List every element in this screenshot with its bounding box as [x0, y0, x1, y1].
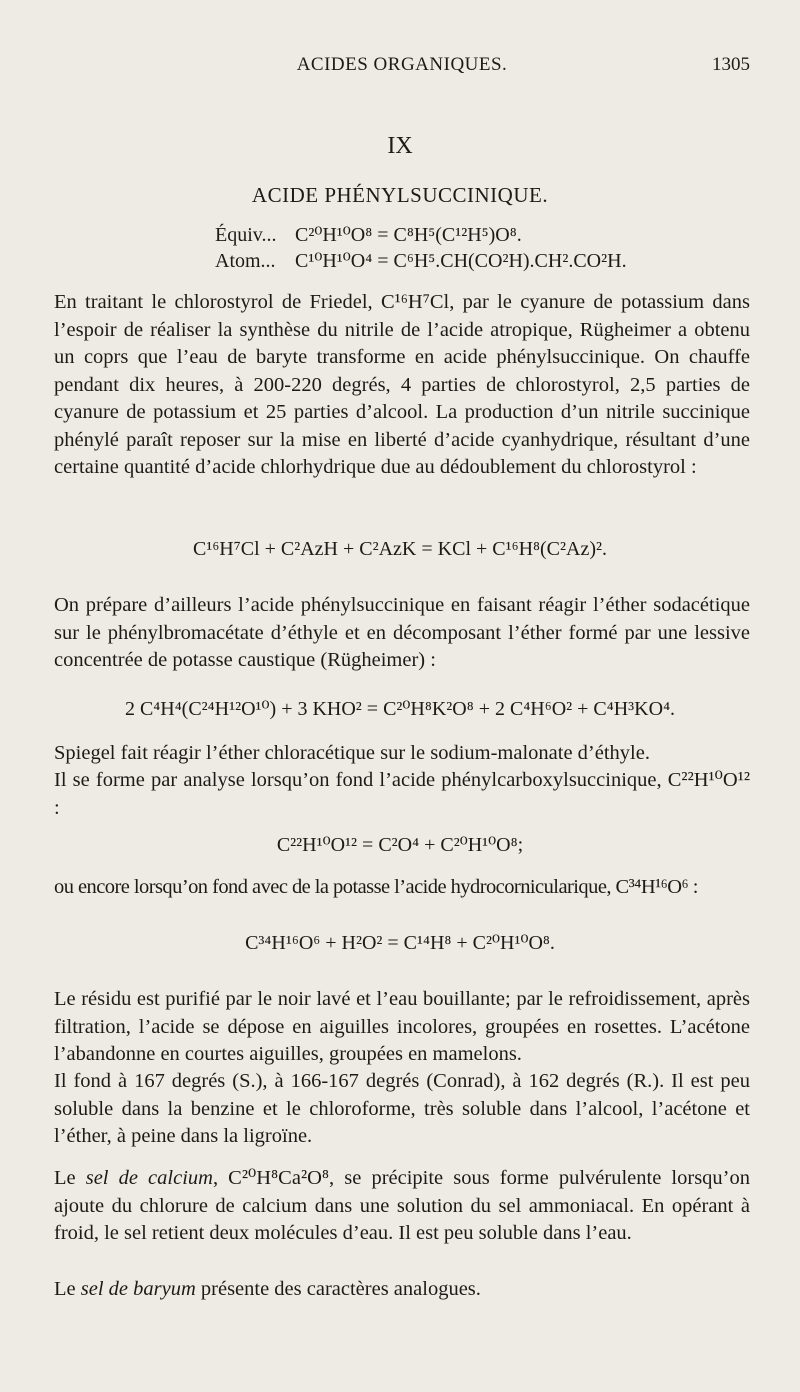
paragraph-7 [54, 1068, 750, 1151]
paragraph-9-rest: présente des caractères analogues. [195, 1278, 481, 1300]
atomic-formula [215, 248, 627, 273]
paragraph-4-text: Il se forme par analyse lorsqu’on fond l’acide phénylcarboxylsuccinique, C²²H¹⁰O¹² : [54, 769, 750, 819]
paragraph-9-text [54, 1276, 750, 1304]
page-header [52, 54, 752, 84]
calcium-salt-term: sel de calcium [85, 1167, 213, 1189]
running-title: ACIDES ORGANIQUES. [296, 54, 508, 75]
paragraph-3 [54, 740, 750, 768]
page-number: 1305 [712, 54, 750, 75]
equivalent-formula [215, 222, 522, 247]
equation-1: C¹⁶H⁷Cl + C²AzH + C²AzK = KCl + C¹⁶H⁸(C²Az)². [193, 538, 607, 560]
atom-label: Atom... [215, 250, 276, 272]
paragraph-1 [54, 289, 750, 482]
equation-2: 2 C⁴H⁴(C²⁴H¹²O¹⁰) + 3 KHO² = C²⁰H⁸K²O⁸ + 2 C⁴H⁶O² + C⁴H³KO⁴. [124, 698, 676, 720]
equiv-value: C²⁰H¹⁰O⁸ = C⁸H⁵(C¹²H⁵)O⁸. [295, 224, 522, 246]
paragraph-8-rest: , C²⁰H⁸Ca²O⁸, se précipite sous forme pulvérulente lorsqu’on ajoute du chlorure de calcium dans une solution du sel ammoniacal. En opérant à froid, le sel retient deux molécules d’eau. Il est peu soluble dans l’eau. [54, 1167, 750, 1244]
section-title: ACIDE PHÉNYLSUCCINIQUE. [251, 183, 549, 207]
paragraph-8-lead: Le [54, 1167, 86, 1189]
paragraph-2 [54, 592, 750, 675]
paragraph-1-text: En traitant le chlorostyrol de Friedel, C¹⁶H⁷Cl, par le cyanure de potassium dans l’espoir de réaliser la synthèse du nitrile de l’acide atropique, Rügheimer a obtenu un coprs que l’eau de baryte transforme en acide phénylsuccinique. On chauffe pendant dix heures, à 200-220 degrés, 4 parties de chlorostyrol, 2,5 parties de cyanure de potassium et 25 parties d’alcool. La production d’un nitrile succinique phénylé paraît reposer sur la mise en liberté d’acide cyanhydrique, résultant d’une certaine quantité d’acide chlorhydrique due au dédoublement du chlorostyrol : [54, 291, 750, 478]
equation-4: C³⁴H¹⁶O⁶ + H²O² = C¹⁴H⁸ + C²⁰H¹⁰O⁸. [245, 932, 555, 954]
paragraph-9-lead: Le [54, 1278, 81, 1300]
paragraph-8-text [54, 1165, 750, 1248]
equiv-label: Équiv... [215, 224, 277, 246]
paragraph-9 [54, 1276, 750, 1304]
paragraph-6-text: Le résidu est purifié par le noir lavé et l’eau bouillante; par le refroidissement, après filtration, l’acide se dépose en aiguilles incolores, groupées en rosettes. L’acétone l’abandonne en courtes aiguilles, groupées en mamelons. [54, 988, 750, 1065]
paragraph-8 [54, 1165, 750, 1248]
paragraph-2-text: On prépare d’ailleurs l’acide phénylsuccinique en faisant réagir l’éther sodacétique sur le phénylbromacétate d’éthyle et en décomposant l’éther formé par une lessive concentrée de potasse caustique (Rügheimer) : [54, 594, 750, 671]
atom-value: C¹⁰H¹⁰O⁴ = C⁶H⁵.CH(CO²H).CH².CO²H. [295, 250, 627, 272]
barium-salt-term: sel de baryum [80, 1278, 196, 1300]
paragraph-3-text: Spiegel fait réagir l’éther chloracétique sur le sodium-malonate d’éthyle. [54, 742, 650, 764]
paragraph-4 [54, 767, 750, 822]
paragraph-6 [54, 986, 750, 1069]
paragraph-5 [54, 874, 750, 902]
paragraph-5-text: ou encore lorsqu’on fond avec de la potasse l’acide hydrocornicularique, C³⁴H¹⁶O⁶ : [54, 876, 698, 898]
paragraph-7-text: Il fond à 167 degrés (S.), à 166-167 degrés (Conrad), à 162 degrés (R.). Il est peu soluble dans la benzine et le chloroforme, très soluble dans l’alcool, l’acétone et l’éther, à peine dans la ligroïne. [54, 1070, 750, 1147]
equation-3: C²²H¹⁰O¹² = C²O⁴ + C²⁰H¹⁰O⁸; [276, 834, 524, 856]
section-number: IX [387, 133, 413, 159]
